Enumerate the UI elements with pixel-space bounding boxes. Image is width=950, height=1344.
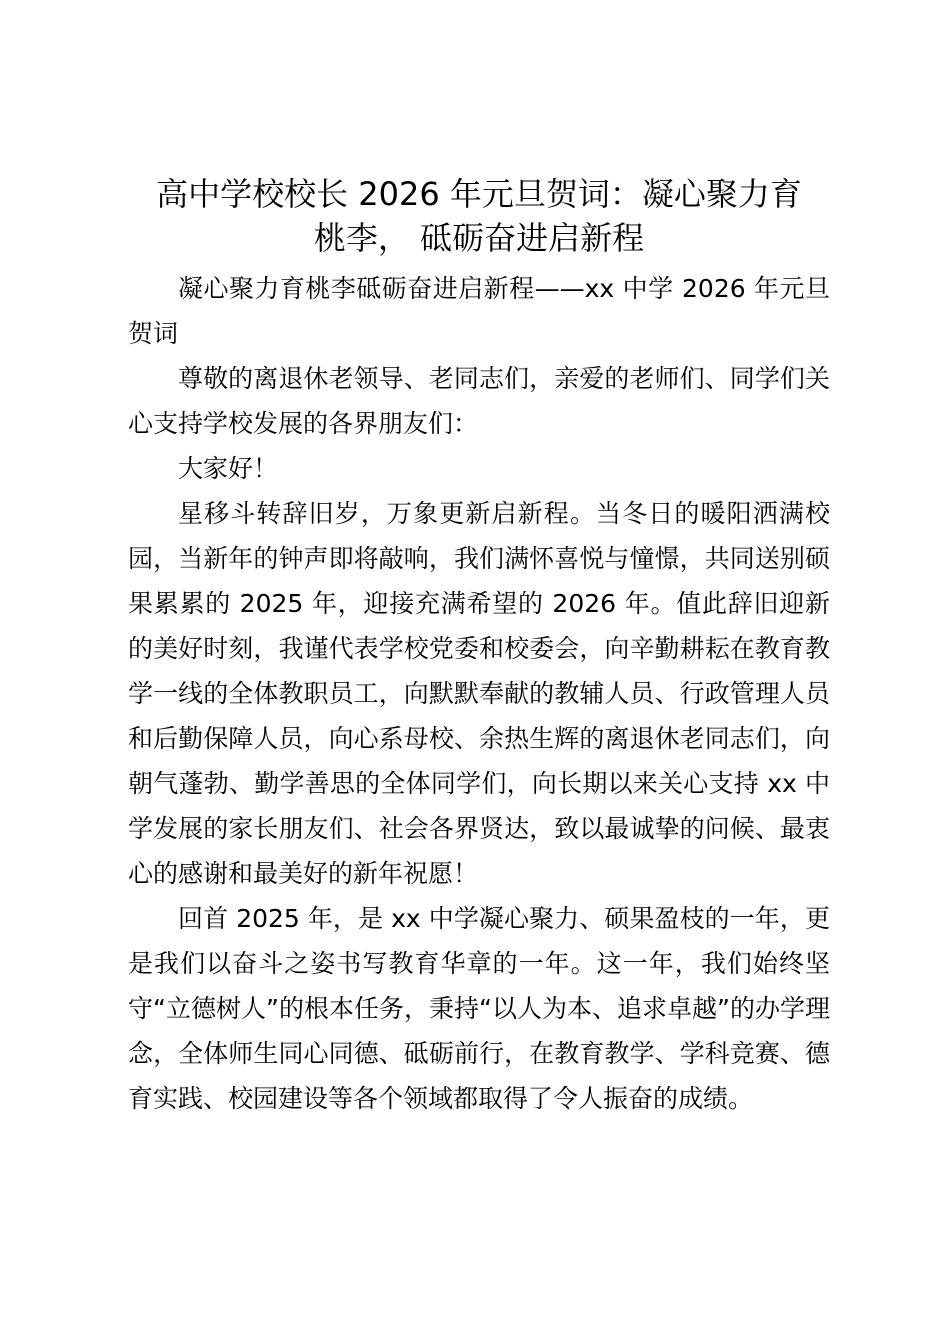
greeting-paragraph: 大家好！ xyxy=(178,454,279,483)
subtitle-paragraph: 凝心聚力育桃李砥砺奋进启新程——xx 中学 2026 年元旦贺词 xyxy=(128,274,830,348)
title-line-2: 桃李， 砥砺奋进启新程 xyxy=(313,219,645,257)
document-title xyxy=(128,172,830,260)
body-paragraph-review: 回首 2025 年，是 xx 中学凝心聚力、硕果盈枝的一年，更是我们以奋斗之姿书写教育华章的一年。这一年，我们始终坚守“立德树人”的根本任务，秉持“以人为本、追求卓越”的办学理念，全体师生同心同德、砥砺前行，在教育教学、学科竞赛、德育实践、校园建设等各个领域都取得了令人振奋的成绩。 xyxy=(128,904,830,1113)
document-page xyxy=(128,172,830,1121)
body-paragraph-new-year: 星移斗转辞旧岁，万象更新启新程。当冬日的暖阳洒满校园，当新年的钟声即将敲响，我们满怀喜悦与憧憬，共同送别硕果累累的 2025 年，迎接充满希望的 2026 年。值此辞旧迎新的美好时刻，我谨代表学校党委和校委会，向辛勤耕耘在教育教学一线的全体教职员工，向默默奉献的教辅人员、行政管理人员和后勤保障人员，向心系母校、余热生辉的离退休老同志们，向朝气蓬勃、勤学善思的全体同学们，向长期以来关心支持 xx 中学发展的家长朋友们、社会各界贤达，致以最诚挚的问候、最衷心的感谢和最美好的新年祝愿！ xyxy=(128,499,830,888)
salutation-paragraph: 尊敬的离退休老领导、老同志们，亲爱的老师们、同学们关心支持学校发展的各界朋友们： xyxy=(128,364,830,438)
title-line-1: 高中学校校长 2026 年元旦贺词：凝心聚力育 xyxy=(156,175,802,213)
